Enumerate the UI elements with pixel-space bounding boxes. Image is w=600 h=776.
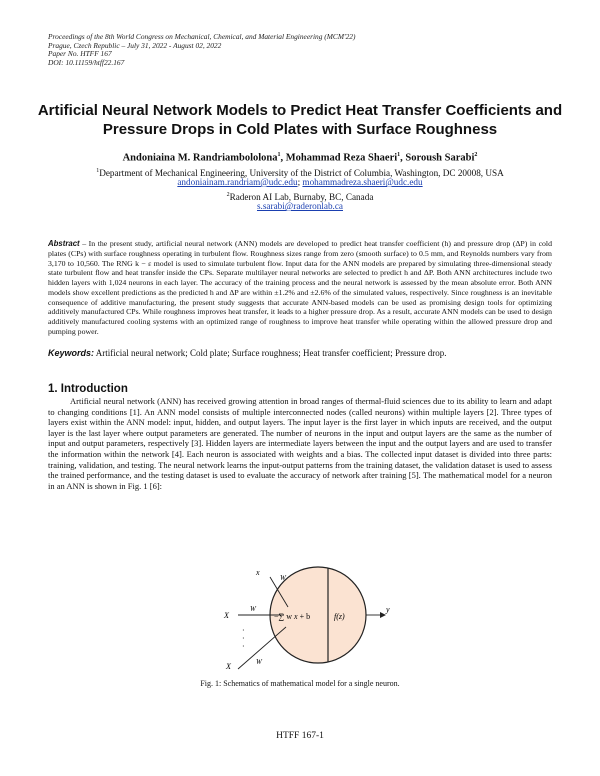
author-2: Mohammad Reza Shaeri <box>285 152 398 164</box>
keywords-text: Artificial neural network; Cold plate; Surface roughness; Heat transfer coefficient; Pressure drop. <box>94 348 447 358</box>
abstract-text: – In the present study, artificial neural network (ANN) models are developed to predict heat transfer coefficient (h) and pressure drop (ΔP) in cold plates (CPs) with surface roughness operating in turbulent flow. Roughness sizes range from zero (smooth surface) to 0.5 mm, and Reynolds numbers vary from 3,170 to 10,560. The RNG k − ε model is used to simulate turbulent flow. Input data for the ANN models are prepared by simulating three-dimensional steady state turbulent flow and heat transfer inside the CPs. Separate multilayer neural networks are selected to predict h and ΔP. Both ANN architectures include two hidden layers with 1,024 neurons in each layer. The accuracy of the training process and the neural network is assessed by the mean absolute error. Both ANN models show excellent predictions as the predicted h and ΔP are within ±1.2% and ±2.6% of the simulated values, respectively. Since roughness is an inevitable consequence of additive manufacturing, the present study suggests that accurate ANN-based models can be used as promising design tools for optimizing additively manufactured CPs. While roughness improves heat transfer, it leads to a higher pressure drop. As a result, accurate ANN models can be used to design additively manufactured cooling systems with an optimized range of roughness to improve heat transfer while operating within the allowed pressure drop and pumping power. <box>48 239 552 336</box>
header-line-2: Prague, Czech Republic – July 31, 2022 - August 02, 2022 <box>48 40 222 50</box>
author-3: Soroush Sarabi <box>405 152 475 164</box>
author-1: Andoniaina M. Randriambololona <box>122 152 278 164</box>
header-line-4: DOI: 10.11159/htff22.167 <box>48 57 125 67</box>
author-list: Andoniaina M. Randriambololona$^1$, Mohammad Reza Shaeri$^1$, Soroush Sarabi$^2$ <box>122 152 478 164</box>
header-line-1: Proceedings of the 8th World Congress on Mechanical, Chemical, and Material Engineering (MCM'22) <box>48 32 356 41</box>
input-line-n <box>238 627 286 669</box>
neuron-diagram <box>218 563 398 685</box>
ellipsis-dot-1: · <box>242 626 245 635</box>
sum-tail: + b <box>299 612 311 621</box>
section-heading: 1. Introduction <box>48 383 128 395</box>
ellipsis-dot-3: · <box>242 642 245 651</box>
abstract-label: Abstract <box>48 239 80 248</box>
keywords-label: Keywords: <box>48 348 95 358</box>
paper-title: Artificial Neural Network Models to Predict Heat Transfer Coefficients and Pressure Drops in Cold Plates with Surface Roughness <box>37 102 563 138</box>
page-footer: HTFF 167-1 <box>276 731 324 741</box>
output-y: y <box>386 605 390 614</box>
affiliation-1-emails: andoniainam.randriam@udc.edu; mohammadreza.shaeri@udc.edu <box>177 177 423 187</box>
input-x1: x <box>256 568 260 577</box>
affiliation-2: $^2$Raderon AI Lab, Burnaby, BC, Canada <box>226 192 374 203</box>
affiliation-2-email <box>40 201 560 211</box>
introduction-paragraph: Artificial neural network (ANN) has received growing attention in broad ranges of thermal-fluid sciences due to its ability to learn and adapt to changing conditions [1]. An ANN model consists of multiple interconnected nodes (called neurons) within multiple layers [2]. Three types of layers exist within the ANN model: input, hidden, and output layers. The input layer is the first layer in which inputs are received, and the output layer is the last layer where output parameters are generated. The number of neurons in the input and output layers are the same as the number of input and output parameters, respectively [3]. Hidden layers are intermediate layers between the input and the output layers and are used to transfer the information within the network [4]. Each neuron is associated with weights and a bias. The collected input dataset is divided into three parts: training, validation, and testing. The neural network learns the input-output patterns from the training dataset, the validation dataset is used to assess the trained performance, and the testing dataset is used to evaluate the accuracy of network after training [5]. The mathematical model for a neuron in an ANN is shown in Fig. 1 [6]: <box>48 396 552 491</box>
sum-function <box>274 612 310 621</box>
weight-wn: W <box>256 658 262 666</box>
input-xn: X <box>226 662 231 671</box>
proceedings-header <box>48 33 448 67</box>
email-link-1[interactable]: andoniainam.randriam@udc.edu <box>177 177 298 187</box>
sum-mid: x <box>294 612 298 621</box>
affiliation-1: $^1$Department of Mechanical Engineering, University of the District of Columbia, Washington, DC 20008, USA <box>96 168 504 179</box>
keywords <box>48 348 552 358</box>
email-link-3[interactable]: s.sarabi@raderonlab.ca <box>256 201 343 211</box>
input-xi: X <box>224 611 229 620</box>
weight-wi: W <box>250 605 256 613</box>
activation-function: f(z) <box>334 612 345 621</box>
abstract <box>48 239 552 337</box>
weight-w1: W <box>280 574 286 582</box>
header-line-3: Paper No. HTFF 167 <box>48 49 112 59</box>
sum-head: −∑ w <box>274 612 292 621</box>
ellipsis-dot-2: · <box>242 634 245 643</box>
figure-caption: Fig. 1: Schematics of mathematical model for a single neuron. <box>200 679 400 688</box>
email-link-2[interactable]: mohammadreza.shaeri@udc.edu <box>302 177 423 187</box>
